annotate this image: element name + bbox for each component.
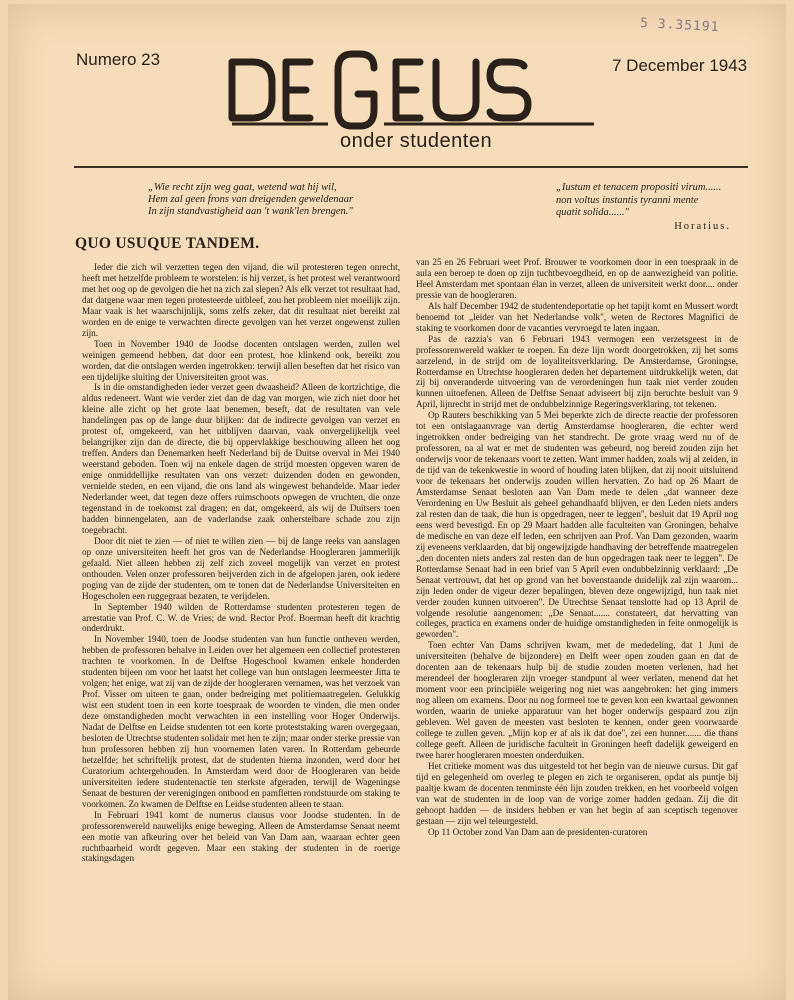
header-rule (74, 166, 748, 168)
article-paragraph: Door dit niet te zien — of niet te willen zien — bij de lange reeks van aanslagen op onze universiteiten heeft het gros van de Nederlandse Hoogleraren jammerlijk gefaald. Niet alleen hebben zij zelf zich zoveel mogelijk van verzet en protest onthouden. Velen onzer professoren beijverden zich in de afgelopen jaren, ook iedere poging van de zijde der studenten, om te tonen dat de Nederlandse Universiteiten en Hogescholen een ruggegraat bezaten, te verijdelen. (82, 535, 400, 601)
article-paragraph: Op Rauters beschikking van 5 Mei beperkte zich de directe reactie der professoren tot een ontslagaanvrage van dertig Amsterdamse hoogleraren, die echter werd ingetrokken onder bedreiging van het standrecht. De grote vraag werd nu of de professoren, na al wat er met de studenten was gebeurd, nog bereid zouden zijn het onderwijs voor de tekenaars voort te zetten. Want immer hadden, zoals wij al zeiden, in de tijd van de tekenkwestie in woord of houding laten blijken, dat zij nooit uitsluitend voor de tekenaars het onderwijs zouden willen hervatten. Zo had op 26 Maart de Amsterdamse Senaat besloten aan Van Dam mede te delen „dat wanneer deze Verordening en Uw Besluit als geheel gehandhaafd blijven, er den Leden niets anders zal resten dan de taak, die hun is opgedragen, neer te leggen", besluit dat 19 April nog eens werd bevestigd. En op 29 Maart hadden alle faculteiten van Groningen, behalve de medische en van deze elf leden, een schrijven aan Prof. Van Dam gezonden, waarin zij eveneens verklaarden, dat bij ongewijzigde handhaving der betreffende maatregelen „den docenten niets anders zal resten dan de hun opgedragen taak neer te leggen". De Rotterdamse Senaat had in een brief van 5 April even ondubbelzinnig verklaard: „De Senaat vertrouwt, dat het op grond van het bovenstaande duidelijk zal zijn waarom... zijn leden onder de vigeur dezer bepalingen, bleven deze ongewijzigd, hun taak niet verder zouden kunnen uitvoeren". De Utrechtse Senaat tenslotte had op 13 April de volgende resolutie aangenomen: „De Senaat....... constateert, dat hervatting van colleges, practica en examens onder de huidige omstandigheden in feite onmogelijk is geworden". (416, 410, 738, 640)
article-paragraph: Ieder die zich wil verzetten tegen den vijand, die wil protesteren tegen onrecht, heeft met hetzelfde probleem te worstelen: is hij verzet, is het protest wel verantwoord met het oog op de gevolgen die het na zich zal slepen? Als elk verzet tot resultaat had, dat datgene waar men tegen protesteerde uitbleef, zou het probleem niet moeilijk zijn. Maar vaak is het waarschijnlijk, soms zelfs zeker, dat dit resultaat niet bereikt zal worden en de enige te verwachten directe gevolgen van het verzet ongewenst zullen zijn. (82, 262, 400, 338)
article-paragraph: In Februari 1941 komt de numerus clausus voor Joodse studenten. In de professorenwereld nauwelijks enige beweging. Alleen de Amsterdamse Senaat neemt een motie van afkeuring over het beleid van Van Dam aan, waaraan echter geen ruchtbaarheid wordt gegeven. Maar een staking der studenten in de roerige stakingsdagen (82, 809, 400, 864)
article-column-left (82, 262, 400, 998)
article-paragraph: Toen echter Van Dams schrijven kwam, met de mededeling, dat 1 Juni de universiteiten (behalve de bijzondere) en Delft weer open zouden gaan en dat de docenten aan de tekenaars hulp bij de studie zouden moeten verlenen, had het merendeel der hoogleraren zijn vroeger standpunt al weer verlaten, menend dat het moment voor een principiële weigering nog niet was aangebroken: het ging immers nog alleen om examens. Door nu nog formeel toe te geven kon een kwartaal gewonnen worden, waarin de unieke apparatuur van het hoger onderwijs gespaard zou zijn gebleven. Wel gaven de meesten vast besloten te kennen, onder geen voorwaarde college te zullen geven. „Mijn kop er af als ik dat doe", zei een hunner....... die thans college geeft. Alleen de juridische faculteit in Groningen heeft dadelijk geweigerd en twee harer hoogleraren moesten onderduiken. (416, 640, 738, 760)
motto-left-line: In zijn standvastigheid aan 't wank'len brengen." (148, 206, 353, 217)
article-paragraph: van 25 en 26 Februari weet Prof. Brouwer te voorkomen door in een toespraak in de aula een beroep te doen op zijn tuchtbevoegdheid, en op de aanwezigheid van politie. Heel Amsterdam met spontaan élan in verzet, alleen de universiteit werkt door.... onder pressie van de hoogleraren. (416, 257, 738, 300)
article-column-right (416, 257, 738, 998)
article-paragraph: Het critieke moment was dus uitgesteld tot het begin van de nieuwe cursus. Dit gaf tijd en gelegenheid om overleg te plegen en zich te organiseren, opdat als puntje bij paaltje kwam de docenten tenminste één lijn zouden trekken, en het voorbeeld volgen van wat de studenten in de loop van de vorige zomer hadden gedaan. Zij die dit gehoopt hadden — de insiders hebben er van het begin af aan sceptisch tegenover gestaan — zijn wel teleurgesteld. (416, 760, 738, 826)
article-paragraph: Is in die omstandigheden ieder verzet geen dwaasheid? Alleen de kortzichtige, die aldus redeneert. Want wie verder ziet dan de dag van morgen, wie zich niet door het kleine alle zicht op het grote laat benemen, beseft, dat de resultaten van vele handelingen pas op de lange duur blijken: dat de indirecte gevolgen van verzet en protest of, omgekeerd, van het uitblijven daarvan, vaak onvergelijkelijk veel belangrijker zijn dan de directe, die bij oppervlakkige beschouwing alleen het oog treffen. Anders dan Denemarken heeft Nederland bij de Duitse overval in Mei 1940 weerstand geboden. Toen wij na enkele dagen de strijd moesten opgeven waren de enige onmiddellijke resultaten van ons verzet: duizenden doden en gewonden, vernielde steden, en een vijand, die ons land als wingewest behandelde. Maar ieder Nederlander weet, dat tegen deze offers ruimschoots opwegen de vruchten, die onze tegenstand in de toekomst zal dragen; en dat, omgekeerd, als wij de Duitsers toen hadden binnengelaten, aan de vaderlandse zaak onherstelbare schade zou zijn toegebracht. (82, 382, 400, 535)
issue-number: Numero 23 (76, 50, 161, 69)
motto-left-line: Hem zal geen frons van dreigenden geweldenaar (148, 194, 354, 205)
article-paragraph: Op 11 October zond Van Dam aan de presidenten-curatoren (428, 826, 648, 837)
masthead-subtitle: onder studenten (340, 130, 493, 152)
article-paragraph: Als half December 1942 de studentendeportatie op het tapijt komt en Mussert wordt benoemd tot „leider van het Nederlandse volk", weten de Rectores Magnifici de staking te voorkomen door de vacanties vervroegd te laten ingaan. (416, 300, 738, 333)
article-paragraph: In September 1940 wilden de Rotterdamse studenten protesteren tegen de arrestatie van Prof. C. W. de Vries; de wnd. Rector Prof. Boerman heeft dit krachtig onderdrukt. (82, 601, 400, 634)
article-paragraph: In November 1940, toen de Joodse studenten van hun functie ontheven werden, hebben de professoren behalve in Leiden over het algemeen een collectief protesteren trachten te voorkomen. In de Delftse Hogeschool kwamen enkele honderden studenten bijeen om voor het laatst het college van hun ontslagen leermeester Jitta te volgen; het enige, wat zij van de zijde der hoogleraren vernamen, was het verzoek van Prof. Visser om uiteen te gaan, onder bedreiging met politiemaatregelen. Gelukkig wist een student toen in een korte toespraak de woorden te vinden, die men onder deze omstandigheden mocht verwachten in een instelling voor Hoger Onderwijs. Nadat de Delftse en Leidse studenten tot een korte proteststaking waren overgegaan, besloten de Utrechtse studenten solidair met hen te zijn; maar onder sterke pressie van hun professoren hebben zij hun voornemen laten varen. In Rotterdam gebeurde hetzelfde; het schriftelijk protest, dat de studenten hierna inzonden, werd door het Curatorium achtergehouden. In Amsterdam werd door de Hoogleraren van beide universiteiten iedere studentenactie ten sterkste afgeraden, terwijl de Wageningse Senaat de besturen der verenigingen ontbood en pamfletten rondstuurde om staking te voorkomen. Zo kwamen de Delftse en Leidse studenten alleen te staan. (82, 634, 400, 809)
motto-right-line: non voltus instantis tyranni mente (556, 194, 699, 206)
motto-left (148, 182, 408, 218)
archive-stamp: 5 3.35191 (639, 15, 720, 36)
motto-author: Horatius. (674, 220, 731, 232)
motto-left-line: „Wie recht zijn weg gaat, wetend wat hij wil, (148, 182, 337, 193)
masthead-lettering (224, 50, 600, 130)
masthead-logo (224, 50, 600, 130)
article-paragraph: Pas de razzia's van 6 Februari 1943 vermogen een verzetsgeest in de professorenwereld wakker te roepen. En deze lijn wordt doorgetrokken, zij het soms aarzelend, in de strijd om de loyaliteitsverklaring. De Amsterdamse, Groningse, Rotterdamse en Utrechtse hoogleraren deden het departement uitdrukkelijk weten, dat zij bij onveranderde uitvoering van de verordeningen hun taak niet verder zouden kunnen uitoefenen. Alleen de Delftse Senaat adviseert bij zijn beruchte besluit van 9 April, lijnrecht in strijd met de ondubbelzinnige Regeringsverklaring, tot tekenen. (416, 333, 738, 410)
issue-date: 7 December 1943 (612, 56, 748, 75)
article-paragraph: Toen in November 1940 de Joodse docenten ontslagen werden, zullen wel weinigen gemeend hebben, dat door een protest, hoe klinkend ook, bereikt zou worden, dat die ontslagen werden ingetrokken: terwijl allen beseften dat het risico van een tijdelijke sluiting der Universiteiten groot was. (82, 338, 400, 382)
motto-right (556, 182, 731, 233)
article-headline: QUO USUQUE TANDEM. (75, 235, 260, 252)
motto-right-line: „Iustum et tenacem propositi virum...... (556, 182, 722, 193)
motto-right-line: quatit solida......" (556, 207, 629, 218)
